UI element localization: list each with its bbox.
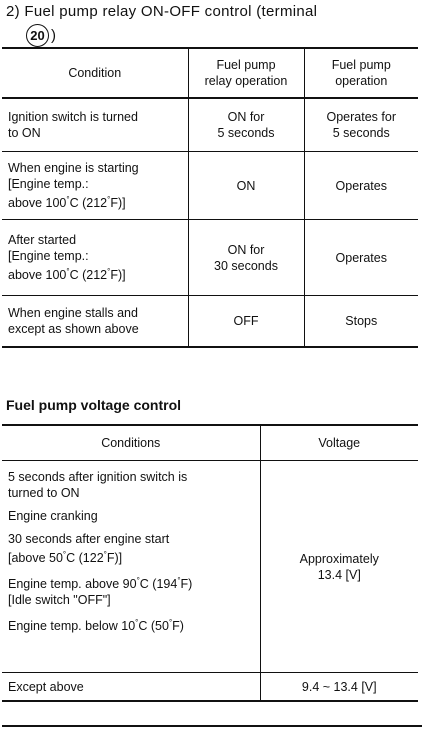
condition-item: Engine temp. above 90°C (194°F) [Idle switch "OFF"] (8, 576, 193, 608)
cell-condition: When engine is starting [Engine temp.: above 100°C (212°F)] (2, 152, 188, 220)
table-row (2, 152, 418, 220)
cell-condition: Ignition switch is turned to ON (2, 98, 188, 152)
table-header-row (2, 48, 418, 98)
except-voltage: 9.4 ~ 13.4 [V] (260, 673, 418, 702)
condition-item: 30 seconds after engine start [above 50°C (122°F)] (8, 532, 170, 566)
condition-item: Engine cranking (8, 509, 98, 523)
fuel-pump-voltage-table (2, 424, 418, 702)
degree-symbol: ° (107, 266, 111, 276)
conditions-list (2, 461, 260, 673)
closing-paren: ) (51, 27, 56, 44)
cell-relay: ON (188, 152, 304, 220)
table-row (2, 296, 418, 348)
terminal-line (26, 24, 56, 47)
degree-symbol: ° (136, 576, 140, 586)
degree-symbol: ° (66, 194, 70, 204)
condition-item: Engine temp. below 10°C (50°F) (8, 618, 184, 634)
degree-symbol: ° (103, 550, 107, 559)
cell-condition: When engine stalls and except as shown above (2, 296, 188, 348)
header-pump-operation: Fuel pump operation (304, 48, 418, 98)
cell-pump: Operates (304, 152, 418, 220)
cell-relay: ON for 5 seconds (188, 98, 304, 152)
table-row (2, 98, 418, 152)
degree-symbol: ° (135, 618, 139, 628)
table-row (2, 220, 418, 296)
section1-heading (6, 2, 436, 22)
degree-symbol: ° (168, 618, 173, 628)
table-header-row (2, 425, 418, 461)
table-row (2, 461, 418, 673)
table-row (2, 673, 418, 702)
condition-item: 5 seconds after ignition switch is turned to ON (8, 470, 188, 500)
header-relay-operation: Fuel pump relay operation (188, 48, 304, 98)
cell-pump: Stops (304, 296, 418, 348)
except-label: Except above (2, 673, 260, 702)
header-condition: Condition (2, 48, 188, 98)
header-conditions: Conditions (2, 425, 260, 461)
voltage-main: Approximately 13.4 [V] (260, 461, 418, 673)
cell-relay: ON for 30 seconds (188, 220, 304, 296)
degree-symbol: ° (66, 266, 70, 276)
degree-symbol: ° (107, 194, 111, 204)
cell-relay: OFF (188, 296, 304, 348)
header-voltage: Voltage (260, 425, 418, 461)
degree-symbol: ° (62, 550, 67, 559)
cell-pump: Operates (304, 220, 418, 296)
section2-heading: Fuel pump voltage control (6, 397, 182, 413)
fuel-pump-relay-table (2, 47, 418, 348)
bottom-divider (2, 725, 422, 727)
degree-symbol: ° (177, 576, 181, 586)
terminal-number-badge: 20 (26, 24, 49, 47)
cell-pump: Operates for 5 seconds (304, 98, 418, 152)
section1-heading-text: 2) Fuel pump relay ON-OFF control (terminal (6, 3, 318, 20)
cell-condition: After started [Engine temp.: above 100°C (212°F)] (2, 220, 188, 296)
